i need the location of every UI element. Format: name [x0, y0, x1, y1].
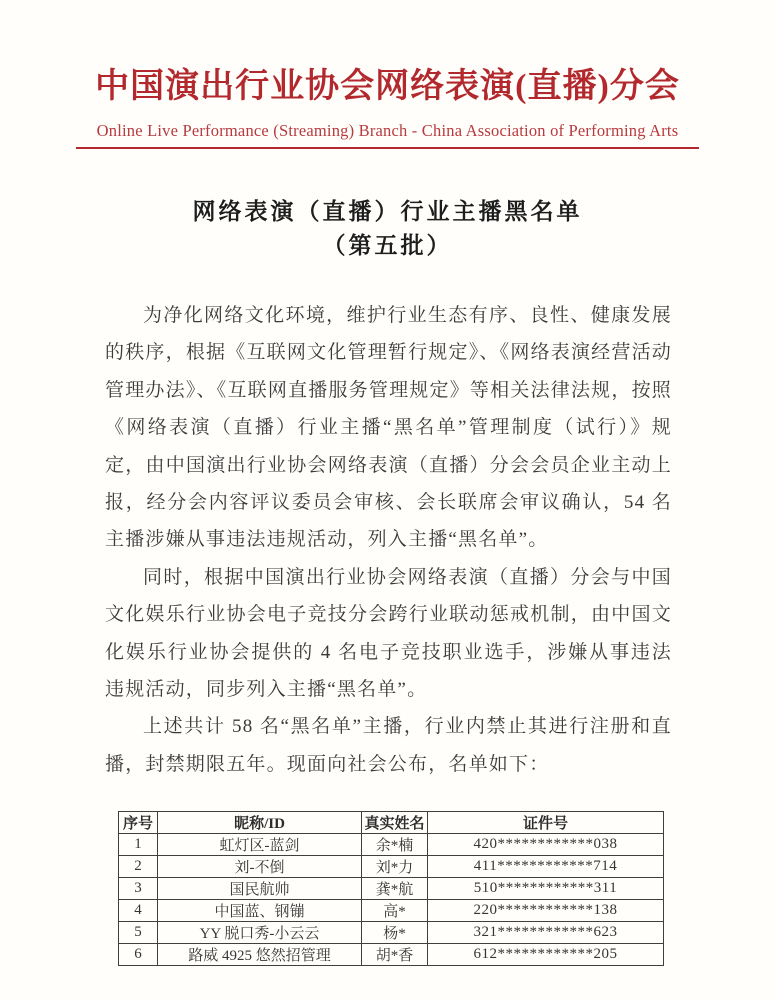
- blacklist-table: [118, 811, 664, 966]
- cell-realname: 刘*力: [362, 856, 428, 878]
- table-row: [119, 856, 664, 878]
- col-header-nickname: 昵称/ID: [158, 812, 362, 834]
- cell-realname: 杨*: [362, 922, 428, 944]
- col-header-realname: 真实姓名: [362, 812, 428, 834]
- cell-realname: 胡*香: [362, 944, 428, 966]
- letterhead-divider: [76, 147, 699, 149]
- cell-index: 2: [119, 856, 158, 878]
- document-title: [0, 195, 775, 263]
- cell-idnumber: 411************714: [428, 856, 664, 878]
- document-body: [0, 195, 775, 966]
- paragraph-1: 为净化网络文化环境，维护行业生态有序、良性、健康发展的秩序，根据《互联网文化管理暂行规定》、《网络表演经营活动管理办法》、《互联网直播服务管理规定》等相关法律法规，按照《网络表演（直播）行业主播“黑名单”管理制度（试行）》规定，由中国演出行业协会网络表演（直播）分会会员企业主动上报，经分会内容评议委员会审核、会长联席会审议确认，54 名主播涉嫌从事违法违规活动，列入主播“黑名单”。: [105, 305, 672, 551]
- body-paragraphs: [0, 297, 775, 783]
- table-header-row: [119, 812, 664, 834]
- cell-realname: 高*: [362, 900, 428, 922]
- cell-idnumber: 510************311: [428, 878, 664, 900]
- table-row: [119, 878, 664, 900]
- paragraph-2: 同时，根据中国演出行业协会网络表演（直播）分会与中国文化娱乐行业协会电子竞技分会跨行业联动惩戒机制，由中国文化娱乐行业协会提供的 4 名电子竞技职业选手，涉嫌从事违法违规活动，同步列入主播“黑名单”。: [105, 566, 672, 701]
- table-row: [119, 834, 664, 856]
- cell-idnumber: 420************038: [428, 834, 664, 856]
- cell-nickname: 虹灯区-蓝剑: [158, 834, 362, 856]
- cell-idnumber: 612************205: [428, 944, 664, 966]
- cell-nickname: 刘-不倒: [158, 856, 362, 878]
- col-header-index: 序号: [119, 812, 158, 834]
- cell-index: 6: [119, 944, 158, 966]
- cell-realname: 龚*航: [362, 878, 428, 900]
- cell-idnumber: 321************623: [428, 922, 664, 944]
- document-title-line1: 网络表演（直播）行业主播黑名单: [192, 199, 583, 224]
- cell-nickname: YY 脱口秀-小云云: [158, 922, 362, 944]
- cell-index: 4: [119, 900, 158, 922]
- cell-index: 1: [119, 834, 158, 856]
- letterhead: [0, 0, 775, 149]
- cell-nickname: 中国蓝、钢镚: [158, 900, 362, 922]
- paragraph-3: 上述共计 58 名“黑名单”主播，行业内禁止其进行注册和直播，封禁期限五年。现面向社会公布，名单如下：: [105, 716, 672, 775]
- table-row: [119, 922, 664, 944]
- cell-nickname: 路威 4925 悠然招管理: [158, 944, 362, 966]
- col-header-idnumber: 证件号: [428, 812, 664, 834]
- document-title-line2: （第五批）: [322, 233, 453, 258]
- table-row: [119, 900, 664, 922]
- org-title-cn: 中国演出行业协会网络表演(直播)分会: [95, 68, 680, 105]
- cell-nickname: 国民航帅: [158, 878, 362, 900]
- cell-index: 3: [119, 878, 158, 900]
- cell-idnumber: 220************138: [428, 900, 664, 922]
- table-row: [119, 944, 664, 966]
- org-title-en: Online Live Performance (Streaming) Branch - China Association of Performing Arts: [96, 121, 679, 140]
- cell-realname: 余*楠: [362, 834, 428, 856]
- cell-index: 5: [119, 922, 158, 944]
